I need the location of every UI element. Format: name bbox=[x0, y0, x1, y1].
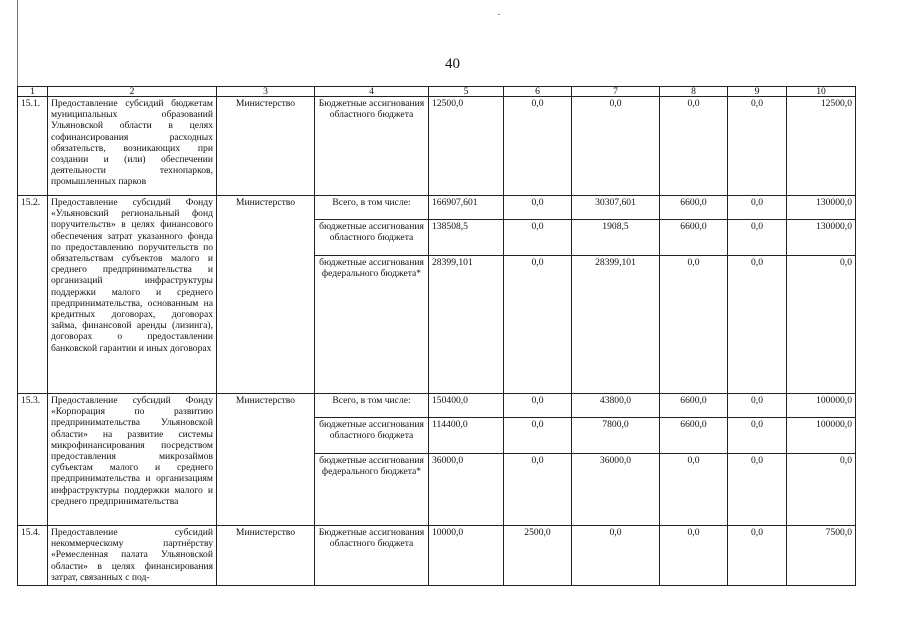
table-row bbox=[18, 196, 856, 220]
page-number: 40 bbox=[445, 56, 460, 72]
funding-source: бюджетные ассигнования областного бюджета bbox=[315, 220, 429, 256]
budget-table bbox=[17, 86, 856, 586]
row-number: 15.2. bbox=[18, 196, 48, 394]
amount-col9: 0,0 bbox=[728, 418, 787, 454]
row-executor: Министерство bbox=[217, 526, 315, 586]
amount-total: 12500,0 bbox=[429, 97, 504, 196]
amount-col10: 130000,0 bbox=[787, 196, 856, 220]
row-description: Предоставление субсидий некоммерческому партнёрству «Ремесленная палата Ульяновской области» в целях финансирования затрат, связанных с под- bbox=[48, 526, 217, 586]
col-header: 9 bbox=[728, 87, 787, 97]
col-header: 8 bbox=[660, 87, 728, 97]
amount-col6: 0,0 bbox=[504, 196, 572, 220]
row-number: 15.3. bbox=[18, 394, 48, 526]
amount-total: 10000,0 bbox=[429, 526, 504, 586]
amount-col7: 0,0 bbox=[572, 97, 660, 196]
amount-col7: 28399,101 bbox=[572, 256, 660, 394]
amount-col7: 0,0 bbox=[572, 526, 660, 586]
col-header: 7 bbox=[572, 87, 660, 97]
amount-col10: 100000,0 bbox=[787, 418, 856, 454]
amount-col9: 0,0 bbox=[728, 394, 787, 418]
amount-col9: 0,0 bbox=[728, 526, 787, 586]
amount-col8: 0,0 bbox=[660, 256, 728, 394]
amount-col8: 0,0 bbox=[660, 454, 728, 526]
amount-col8: 6600,0 bbox=[660, 418, 728, 454]
amount-col8: 6600,0 bbox=[660, 394, 728, 418]
row-executor: Министерство bbox=[217, 394, 315, 526]
amount-col9: 0,0 bbox=[728, 196, 787, 220]
amount-col6: 0,0 bbox=[504, 256, 572, 394]
row-description: Предоставление субсидий Фонду «Корпорация по развитию предпринимательства Ульяновской области» на развитие системы микрофинансирования посредством предоставления микрозаймов субъектам малого и среднего предпринимательства и организациям инфраструктуры поддержки малого и среднего предпринимательства bbox=[48, 394, 217, 526]
amount-col10: 0,0 bbox=[787, 256, 856, 394]
col-header: 1 bbox=[18, 87, 48, 97]
scan-left-rule bbox=[17, 0, 18, 90]
funding-source: Всего, в том числе: bbox=[315, 394, 429, 418]
amount-total: 36000,0 bbox=[429, 454, 504, 526]
amount-col7: 43800,0 bbox=[572, 394, 660, 418]
amount-col6: 0,0 bbox=[504, 394, 572, 418]
funding-source: бюджетные ассигнования областного бюджета bbox=[315, 418, 429, 454]
col-header: 5 bbox=[429, 87, 504, 97]
amount-total: 28399,101 bbox=[429, 256, 504, 394]
amount-total: 166907,601 bbox=[429, 196, 504, 220]
amount-col10: 0,0 bbox=[787, 454, 856, 526]
row-description: Предоставление субсидий бюджетам муниципальных образований Ульяновской области в целях софинансирования расходных обязательств, возникающих при создании и (или) обеспечении деятельности технопарков, промышленных парков bbox=[48, 97, 217, 196]
col-header: 6 bbox=[504, 87, 572, 97]
table-row bbox=[18, 97, 856, 196]
amount-col9: 0,0 bbox=[728, 97, 787, 196]
amount-col7: 1908,5 bbox=[572, 220, 660, 256]
amount-col7: 7800,0 bbox=[572, 418, 660, 454]
amount-col9: 0,0 bbox=[728, 220, 787, 256]
amount-col6: 0,0 bbox=[504, 97, 572, 196]
amount-col10: 100000,0 bbox=[787, 394, 856, 418]
row-description: Предоставление субсидий Фонду «Ульяновский региональный фонд поручительств» в целях финансового обеспечения затрат указанного фонда по предоставлению поручительств по обязательствам субъектов малого и среднего предпринимательства и организаций инфраструктуры поддержки малого и среднего предпринимательства, основанным на кредитных договорах, договорах займа, финансовой аренды (лизинга), договорах о предоставлении банковской гарантии и иных договорах bbox=[48, 196, 217, 394]
row-number: 15.1. bbox=[18, 97, 48, 196]
funding-source: Всего, в том числе: bbox=[315, 196, 429, 220]
amount-col8: 0,0 bbox=[660, 97, 728, 196]
col-header: 2 bbox=[48, 87, 217, 97]
funding-source: бюджетные ассигнования федерального бюджета* bbox=[315, 454, 429, 526]
amount-col6: 0,0 bbox=[504, 454, 572, 526]
row-executor: Министерство bbox=[217, 196, 315, 394]
amount-col7: 36000,0 bbox=[572, 454, 660, 526]
amount-col10: 130000,0 bbox=[787, 220, 856, 256]
funding-source: бюджетные ассигнования федерального бюджета* bbox=[315, 256, 429, 394]
col-header: 4 bbox=[315, 87, 429, 97]
amount-col10: 7500,0 bbox=[787, 526, 856, 586]
amount-col6: 2500,0 bbox=[504, 526, 572, 586]
amount-col6: 0,0 bbox=[504, 220, 572, 256]
amount-col9: 0,0 bbox=[728, 256, 787, 394]
amount-col7: 30307,601 bbox=[572, 196, 660, 220]
amount-total: 138508,5 bbox=[429, 220, 504, 256]
amount-col8: 0,0 bbox=[660, 526, 728, 586]
scan-speck bbox=[498, 14, 500, 15]
column-number-row bbox=[18, 87, 856, 97]
col-header: 3 bbox=[217, 87, 315, 97]
amount-col8: 6600,0 bbox=[660, 220, 728, 256]
amount-total: 114400,0 bbox=[429, 418, 504, 454]
amount-col10: 12500,0 bbox=[787, 97, 856, 196]
funding-source: Бюджетные ассигнования областного бюджета bbox=[315, 97, 429, 196]
col-header: 10 bbox=[787, 87, 856, 97]
amount-col6: 0,0 bbox=[504, 418, 572, 454]
amount-col8: 6600,0 bbox=[660, 196, 728, 220]
table-row bbox=[18, 394, 856, 418]
row-executor: Министерство bbox=[217, 97, 315, 196]
amount-total: 150400,0 bbox=[429, 394, 504, 418]
funding-source: Бюджетные ассигнования областного бюджета bbox=[315, 526, 429, 586]
amount-col9: 0,0 bbox=[728, 454, 787, 526]
row-number: 15.4. bbox=[18, 526, 48, 586]
table-row bbox=[18, 526, 856, 586]
